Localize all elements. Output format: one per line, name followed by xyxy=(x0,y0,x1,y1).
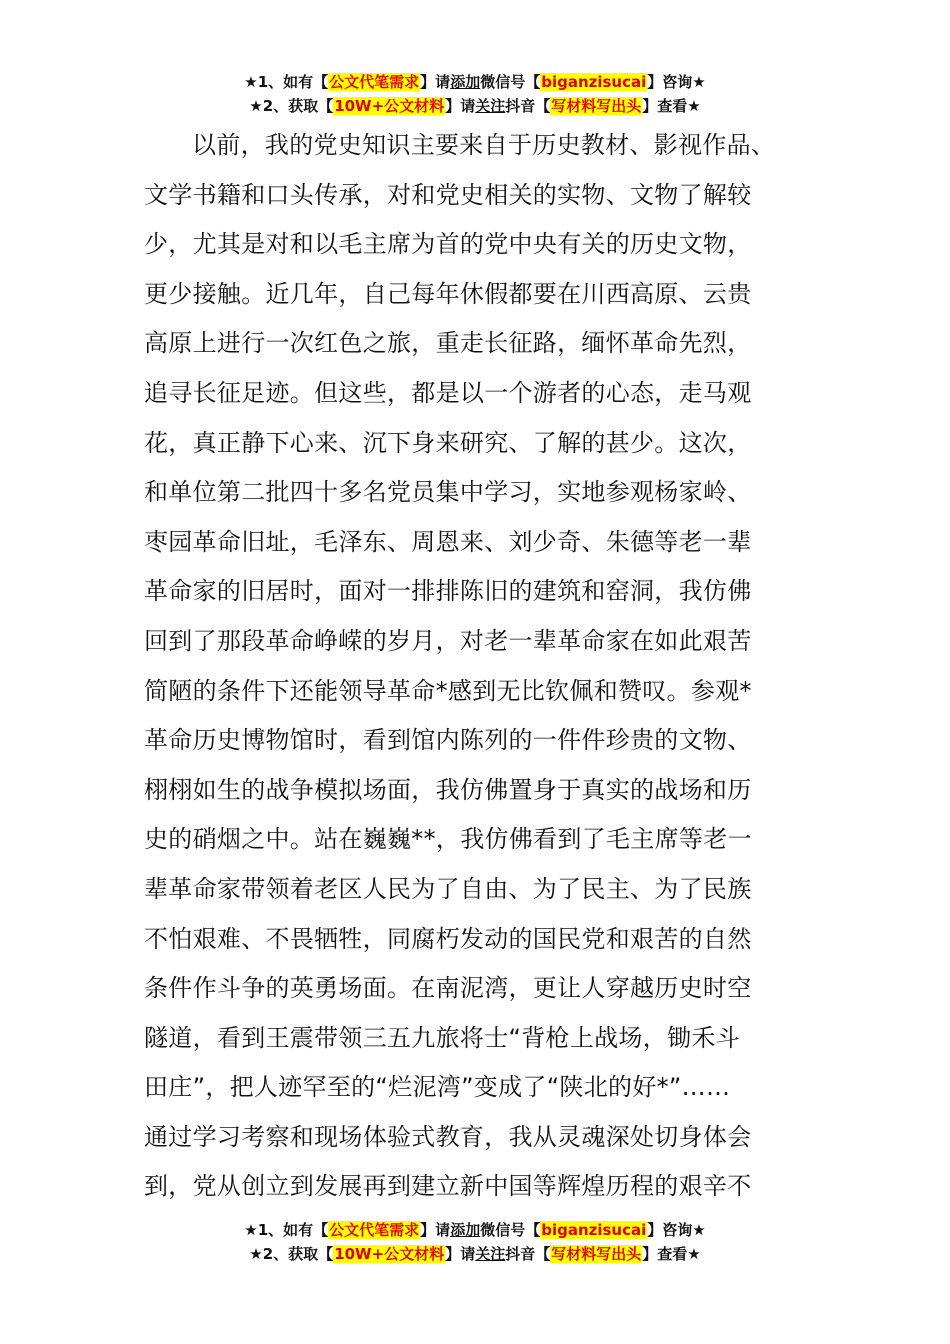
banner-underlined-add: 添加 xyxy=(450,73,481,91)
paragraph-line: 田庄”，把人迹罕至的“烂泥湾”变成了“陕北的好*”…… xyxy=(144,1073,731,1102)
paragraph-line: 和单位第二批四十多名党员集中学习，实地参观杨家岭、 xyxy=(144,478,752,507)
banner-underlined-follow: 关注 xyxy=(475,1245,506,1263)
paragraph-line: 少，尤其是对和以毛主席为首的党中央有关的历史文物， xyxy=(144,230,752,259)
banner-line-2 xyxy=(0,94,950,118)
banner-text: 微信号【 xyxy=(480,1221,541,1239)
paragraph-line: 革命家的旧居时，面对一排排陈旧的建筑和窑洞，我仿佛 xyxy=(144,577,752,606)
banner-highlight-service: 公文代笔需求 xyxy=(329,73,420,91)
paragraph-line: 以前，我的党史知识主要来自于历史教材、影视作品、 xyxy=(192,131,776,159)
banner-text: 】咨询★ xyxy=(647,73,706,91)
paragraph-line: 条件作斗争的英勇场面。在南泥湾，更让人穿越历史时空 xyxy=(144,974,752,1003)
paragraph-line: 文学书籍和口头传承，对和党史相关的实物、文物了解较 xyxy=(144,180,752,209)
banner-text: 】咨询★ xyxy=(647,1221,706,1239)
banner-text: 】请 xyxy=(420,1221,451,1239)
banner-line-2 xyxy=(0,1242,950,1266)
banner-text: ★1、如有【 xyxy=(244,1221,329,1239)
banner-text: ★2、获取【 xyxy=(249,1245,334,1263)
paragraph-line: 栩栩如生的战争模拟场面，我仿佛置身于真实的战场和历 xyxy=(144,775,752,804)
paragraph-line: 追寻长征足迹。但这些，都是以一个游者的心态，走马观 xyxy=(144,378,752,407)
banner-text: 抖音【 xyxy=(505,97,551,115)
paragraph-line: 到，党从创立到发展再到建立新中国等辉煌历程的艰辛不 xyxy=(144,1172,752,1201)
paragraph-line: 辈革命家带领着老区人民为了自由、为了民主、为了民族 xyxy=(144,874,752,903)
paragraph-line: 简陋的条件下还能领导革命*感到无比钦佩和赞叹。参观* xyxy=(144,676,752,705)
banner-highlight-douyin-id: 写材料写出头 xyxy=(551,97,642,115)
banner-highlight-wechat-id: biganzisucai xyxy=(541,1221,647,1239)
banner-text: ★2、获取【 xyxy=(249,97,334,115)
banner-underlined-add: 添加 xyxy=(450,1221,481,1239)
banner-text: 】请 xyxy=(445,1245,476,1263)
paragraph-line: 花，真正静下心来、沉下身来研究、了解的甚少。这次， xyxy=(144,428,752,457)
paragraph-line: 革命历史博物馆时，看到馆内陈列的一件件珍贵的文物、 xyxy=(144,726,752,755)
banner-text: 抖音【 xyxy=(505,1245,551,1263)
banner-text: 】请 xyxy=(420,73,451,91)
paragraph-line: 隧道，看到王震带领三五九旅将士“背枪上战场，锄禾斗 xyxy=(144,1023,740,1052)
header-banner xyxy=(0,70,950,118)
banner-line-1 xyxy=(0,1218,950,1242)
document-body xyxy=(144,121,812,1212)
banner-text: 】查看★ xyxy=(642,1245,701,1263)
banner-highlight-materials: 10W+公文材料 xyxy=(334,97,445,115)
banner-highlight-douyin-id: 写材料写出头 xyxy=(551,1245,642,1263)
paragraph-line: 不怕艰难、不畏牺牲，同腐朽发动的国民党和艰苦的自然 xyxy=(144,924,752,953)
paragraph-line: 更少接触。近几年，自己每年休假都要在川西高原、云贵 xyxy=(144,279,752,308)
paragraph-line: 回到了那段革命峥嵘的岁月，对老一辈革命家在如此艰苦 xyxy=(144,626,752,655)
banner-highlight-wechat-id: biganzisucai xyxy=(541,73,647,91)
banner-underlined-follow: 关注 xyxy=(475,97,506,115)
banner-text: 微信号【 xyxy=(480,73,541,91)
paragraph-line: 通过学习考察和现场体验式教育，我从灵魂深处切身体会 xyxy=(144,1122,752,1151)
paragraph-line: 枣园革命旧址，毛泽东、周恩来、刘少奇、朱德等老一辈 xyxy=(144,527,752,556)
paragraph-line: 史的硝烟之中。站在巍巍**，我仿佛看到了毛主席等老一 xyxy=(144,825,752,854)
banner-line-1 xyxy=(0,70,950,94)
banner-highlight-service: 公文代笔需求 xyxy=(329,1221,420,1239)
banner-highlight-materials: 10W+公文材料 xyxy=(334,1245,445,1263)
paragraph-line: 高原上进行一次红色之旅，重走长征路，缅怀革命先烈， xyxy=(144,329,752,358)
banner-text: 】请 xyxy=(445,97,476,115)
banner-text: 】查看★ xyxy=(642,97,701,115)
footer-banner xyxy=(0,1218,950,1266)
banner-text: ★1、如有【 xyxy=(244,73,329,91)
